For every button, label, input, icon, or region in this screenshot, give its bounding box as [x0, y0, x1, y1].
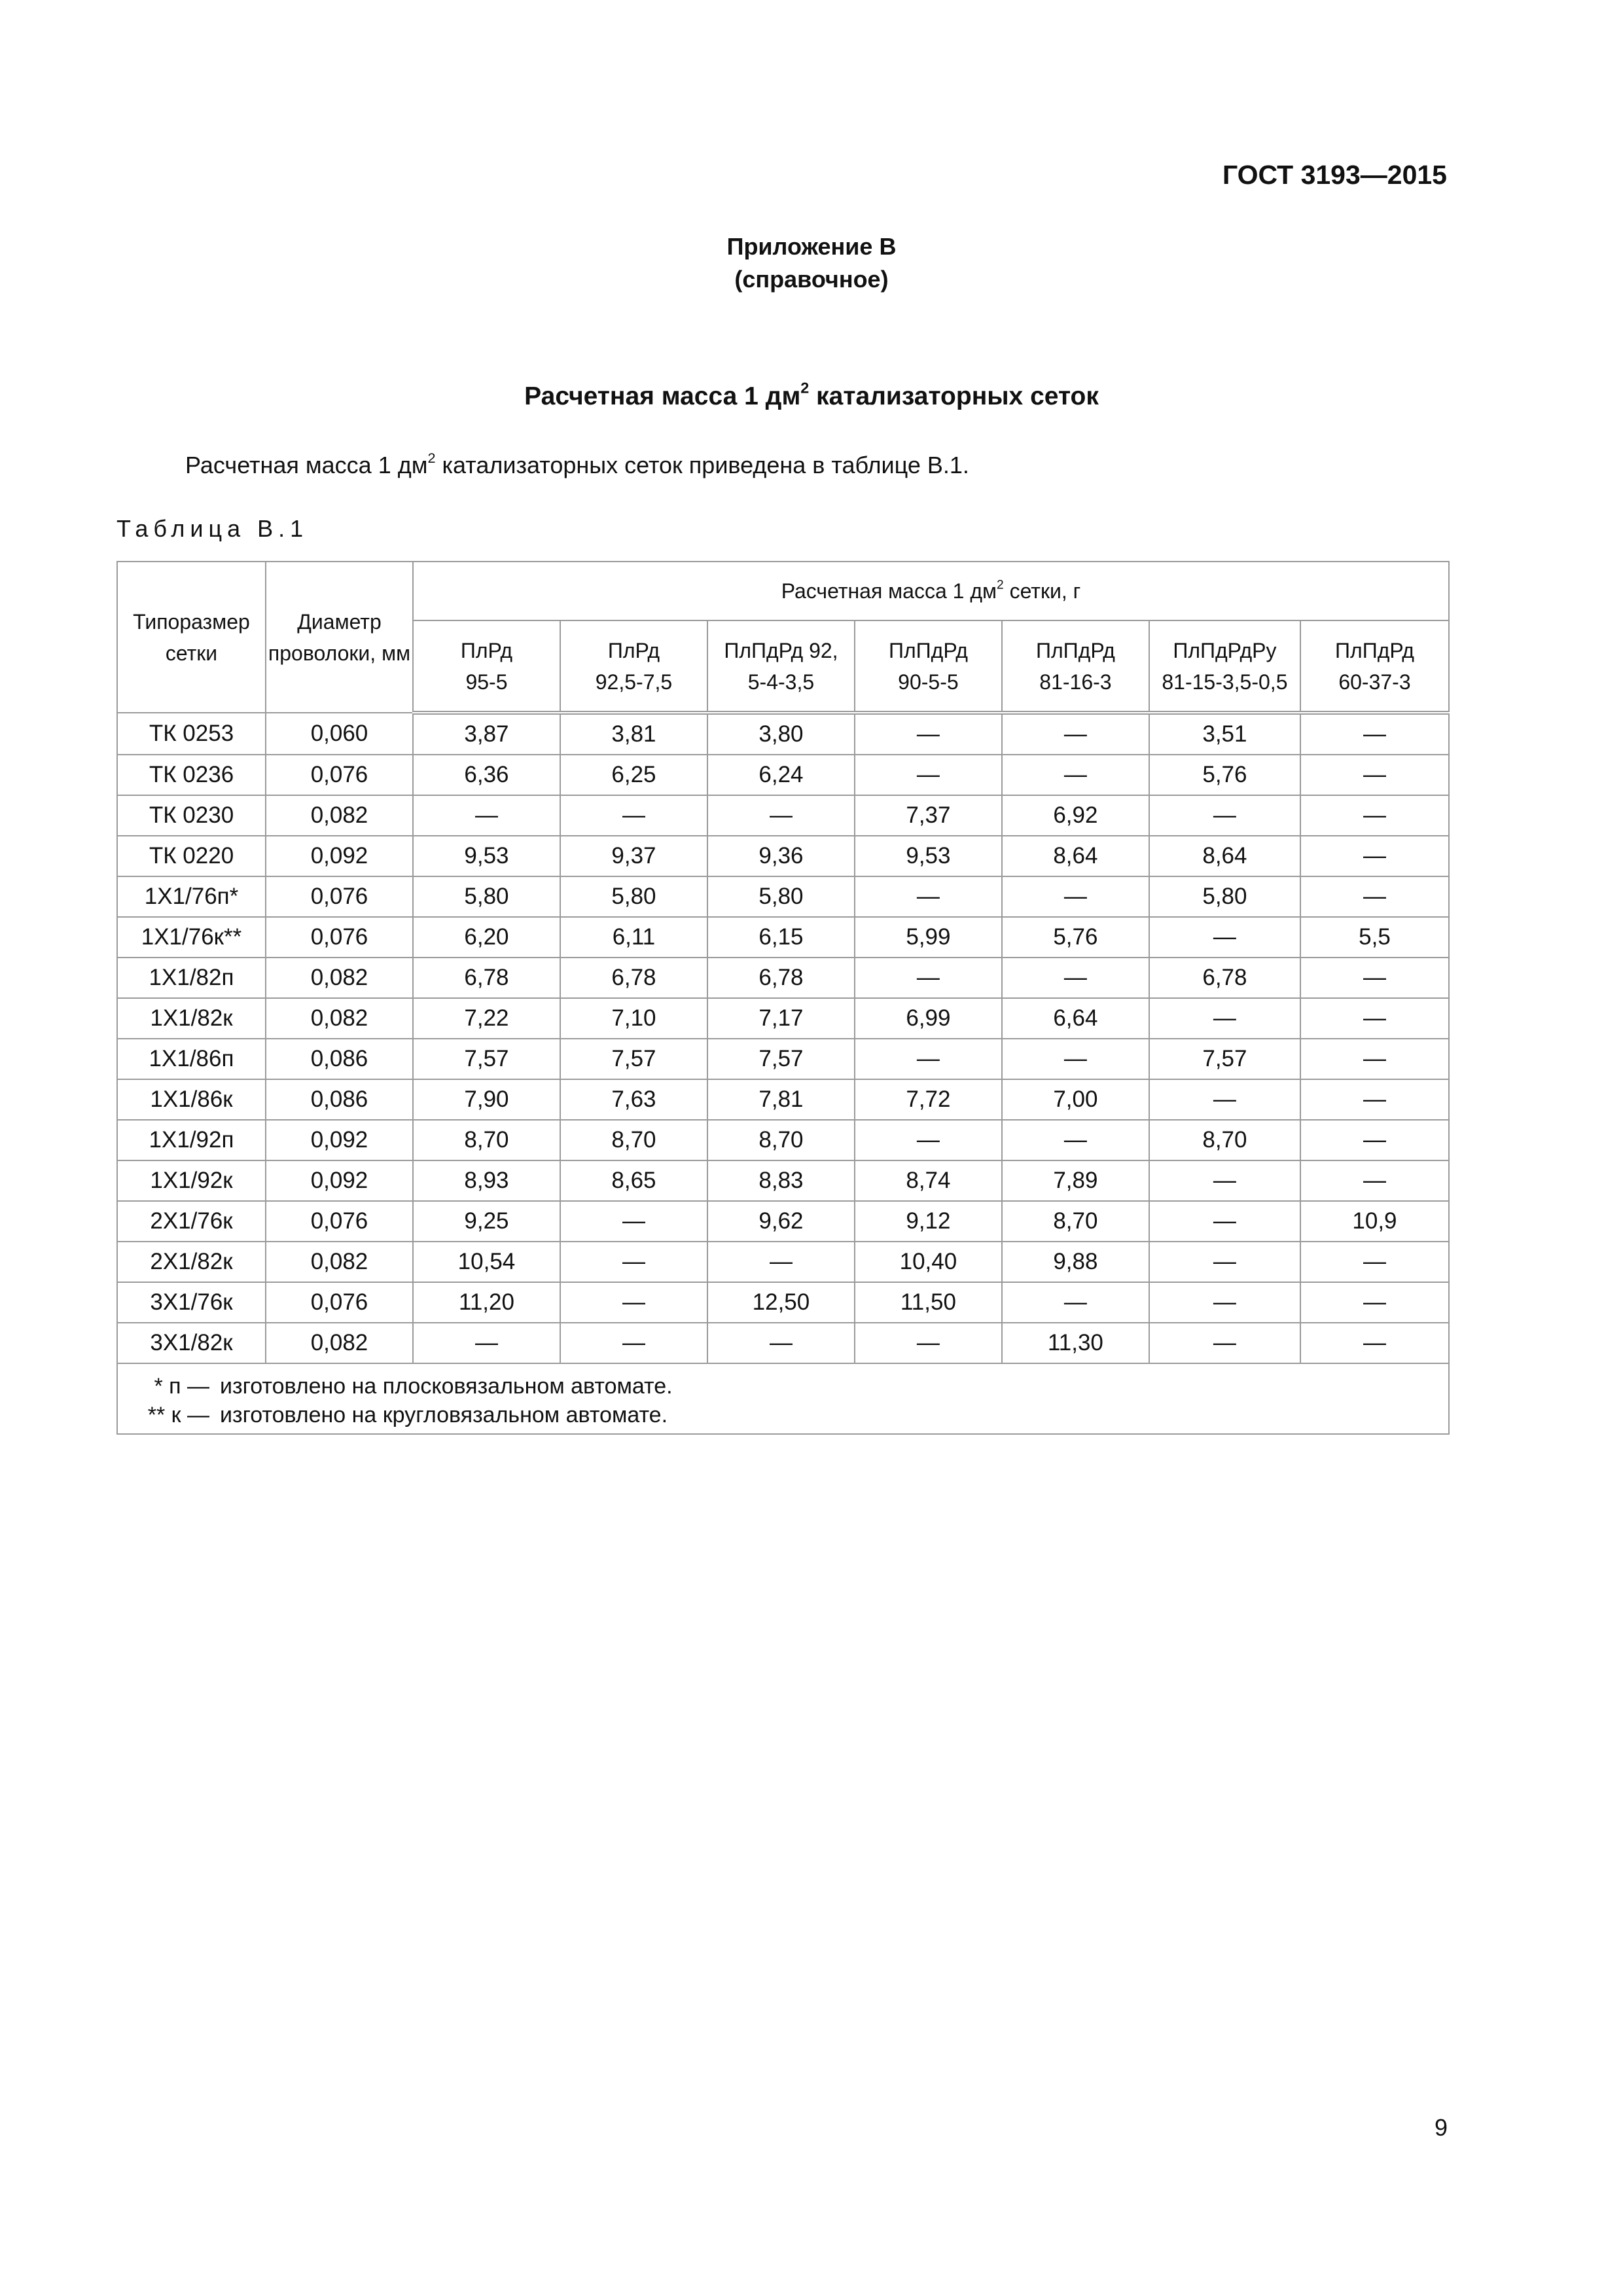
cell-diameter: 0,060: [266, 713, 413, 755]
table-notes: [117, 1363, 1449, 1434]
cell-mass: 5,5: [1300, 917, 1449, 958]
header-alloy: [413, 620, 560, 713]
cell-mass: 9,62: [707, 1201, 855, 1242]
cell-mass: —: [707, 795, 855, 836]
cell-size: 3Х1/82к: [117, 1323, 266, 1363]
cell-mass: —: [1002, 713, 1149, 755]
cell-mass: —: [707, 1323, 855, 1363]
cell-mass: 9,88: [1002, 1242, 1149, 1282]
cell-size: ТК 0253: [117, 713, 266, 755]
cell-mass: —: [1002, 1039, 1149, 1079]
cell-mass: —: [1300, 958, 1449, 998]
cell-mass: 7,72: [855, 1079, 1002, 1120]
cell-diameter: 0,092: [266, 1120, 413, 1160]
cell-mass: —: [855, 713, 1002, 755]
cell-mass: 5,76: [1002, 917, 1149, 958]
cell-size: 1Х1/76к**: [117, 917, 266, 958]
cell-mass: 8,70: [707, 1120, 855, 1160]
cell-mass: 8,64: [1149, 836, 1300, 876]
intro-paragraph: [185, 449, 969, 479]
cell-mass: —: [1300, 998, 1449, 1039]
cell-mass: 6,15: [707, 917, 855, 958]
cell-mass: —: [1149, 917, 1300, 958]
alloy-grade: 5-4-3,5: [747, 670, 815, 694]
cell-mass: —: [1300, 1323, 1449, 1363]
cell-diameter: 0,086: [266, 1039, 413, 1079]
cell-mass: —: [1149, 795, 1300, 836]
cell-mass: 7,37: [855, 795, 1002, 836]
table-row: [117, 1201, 1449, 1242]
intro-text: Расчетная масса 1 дм: [185, 452, 428, 478]
cell-mass: 5,99: [855, 917, 1002, 958]
table-row: [117, 1039, 1449, 1079]
table-label: Таблица В.1: [116, 515, 309, 542]
appendix-title: Приложение В: [726, 233, 897, 260]
cell-mass: —: [1149, 1282, 1300, 1323]
cell-mass: 5,80: [1149, 876, 1300, 917]
cell-mass: 5,80: [707, 876, 855, 917]
alloy-grade: 81-15-3,5-0,5: [1162, 670, 1288, 694]
cell-size: 1Х1/86к: [117, 1079, 266, 1120]
intro-text-end: катализаторных сеток приведена в таблице В.1.: [435, 452, 969, 478]
header-diameter: Диаметр проволоки, мм: [266, 562, 413, 713]
cell-mass: 7,89: [1002, 1160, 1149, 1201]
cell-diameter: 0,076: [266, 1201, 413, 1242]
cell-mass: 7,90: [413, 1079, 560, 1120]
note-line: [118, 1401, 1448, 1429]
cell-mass: 7,22: [413, 998, 560, 1039]
table-row: [117, 795, 1449, 836]
cell-size: ТК 0230: [117, 795, 266, 836]
cell-mass: 3,87: [413, 713, 560, 755]
cell-mass: —: [1300, 1242, 1449, 1282]
cell-size: ТК 0220: [117, 836, 266, 876]
group-header-text-end: сетки, г: [1003, 579, 1081, 603]
cell-mass: 6,25: [560, 755, 707, 795]
table-row: [117, 917, 1449, 958]
table-row: [117, 755, 1449, 795]
cell-mass: 3,81: [560, 713, 707, 755]
table-row: [117, 1282, 1449, 1323]
note-mark: ** к —: [147, 1403, 209, 1427]
cell-diameter: 0,076: [266, 755, 413, 795]
table-row: [117, 876, 1449, 917]
header-alloy: [855, 620, 1002, 713]
cell-diameter: 0,086: [266, 1079, 413, 1120]
table-row: [117, 1120, 1449, 1160]
cell-diameter: 0,082: [266, 1323, 413, 1363]
cell-mass: —: [1300, 755, 1449, 795]
alloy-grade: 95-5: [465, 670, 508, 694]
cell-size: 2Х1/82к: [117, 1242, 266, 1282]
cell-mass: 7,63: [560, 1079, 707, 1120]
cell-mass: 9,53: [855, 836, 1002, 876]
cell-mass: —: [1300, 836, 1449, 876]
title-text-end: катализаторных сеток: [809, 382, 1099, 410]
cell-diameter: 0,082: [266, 998, 413, 1039]
table-row: [117, 836, 1449, 876]
cell-mass: —: [1149, 1323, 1300, 1363]
note-line: [118, 1372, 1448, 1401]
cell-mass: 6,11: [560, 917, 707, 958]
cell-diameter: 0,082: [266, 795, 413, 836]
cell-mass: 9,53: [413, 836, 560, 876]
section-title: [0, 379, 1623, 411]
cell-mass: 12,50: [707, 1282, 855, 1323]
cell-mass: 6,36: [413, 755, 560, 795]
header-size: Типоразмер сетки: [117, 562, 266, 713]
cell-mass: —: [413, 795, 560, 836]
cell-mass: —: [1300, 1282, 1449, 1323]
cell-mass: —: [1002, 958, 1149, 998]
header-alloy: [1002, 620, 1149, 713]
cell-mass: 7,10: [560, 998, 707, 1039]
cell-mass: 8,74: [855, 1160, 1002, 1201]
alloy-grade: 92,5-7,5: [595, 670, 673, 694]
document-code: ГОСТ 3193—2015: [1222, 160, 1447, 190]
cell-size: 1Х1/92п: [117, 1120, 266, 1160]
alloy-name: ПлПдРд: [1335, 638, 1414, 662]
table-row: [117, 958, 1449, 998]
alloy-grade: 90-5-5: [898, 670, 959, 694]
cell-mass: 6,78: [707, 958, 855, 998]
cell-mass: 8,70: [560, 1120, 707, 1160]
cell-mass: —: [855, 1323, 1002, 1363]
cell-mass: 8,65: [560, 1160, 707, 1201]
cell-diameter: 0,082: [266, 1242, 413, 1282]
cell-mass: —: [1002, 876, 1149, 917]
cell-mass: 7,81: [707, 1079, 855, 1120]
appendix-heading: [0, 230, 1623, 296]
cell-diameter: 0,076: [266, 876, 413, 917]
note-text: изготовлено на плосковязальном автомате.: [220, 1374, 673, 1399]
note-text: изготовлено на кругловязальном автомате.: [220, 1403, 668, 1427]
cell-mass: 8,70: [1149, 1120, 1300, 1160]
cell-mass: 9,12: [855, 1201, 1002, 1242]
cell-mass: —: [1300, 1079, 1449, 1120]
cell-mass: 8,70: [413, 1120, 560, 1160]
cell-size: 2Х1/76к: [117, 1201, 266, 1242]
cell-mass: —: [1300, 1120, 1449, 1160]
cell-mass: 6,78: [1149, 958, 1300, 998]
cell-mass: 9,36: [707, 836, 855, 876]
header-alloy: [707, 620, 855, 713]
cell-mass: —: [855, 1039, 1002, 1079]
group-header-text: Расчетная масса 1 дм: [781, 579, 997, 603]
header-alloy: [1300, 620, 1449, 713]
cell-mass: —: [1149, 1242, 1300, 1282]
title-text: Расчетная масса 1 дм: [524, 382, 801, 410]
mass-table: [116, 561, 1450, 1435]
cell-mass: —: [855, 755, 1002, 795]
table-row: [117, 1323, 1449, 1363]
cell-mass: —: [1149, 1201, 1300, 1242]
cell-mass: 5,76: [1149, 755, 1300, 795]
header-alloy: [1149, 620, 1300, 713]
cell-mass: —: [560, 1282, 707, 1323]
cell-mass: —: [1002, 755, 1149, 795]
cell-mass: 8,93: [413, 1160, 560, 1201]
cell-mass: —: [560, 1323, 707, 1363]
cell-diameter: 0,076: [266, 1282, 413, 1323]
header-mass-group: [413, 562, 1449, 620]
cell-mass: 7,57: [707, 1039, 855, 1079]
cell-mass: —: [1300, 713, 1449, 755]
alloy-name: ПлРд: [460, 638, 513, 662]
cell-mass: 10,40: [855, 1242, 1002, 1282]
cell-mass: 6,64: [1002, 998, 1149, 1039]
cell-mass: —: [1002, 1120, 1149, 1160]
page-number: 9: [1434, 2114, 1448, 2141]
alloy-name: ПлПдРд 92,: [724, 638, 838, 662]
table-row: [117, 1160, 1449, 1201]
cell-size: 1Х1/92к: [117, 1160, 266, 1201]
cell-size: 1Х1/86п: [117, 1039, 266, 1079]
cell-mass: 6,78: [413, 958, 560, 998]
cell-mass: —: [1300, 795, 1449, 836]
cell-mass: 10,54: [413, 1242, 560, 1282]
cell-mass: —: [855, 876, 1002, 917]
cell-mass: —: [855, 1120, 1002, 1160]
cell-mass: —: [1300, 1160, 1449, 1201]
cell-mass: —: [1149, 998, 1300, 1039]
cell-mass: 7,57: [1149, 1039, 1300, 1079]
cell-mass: 3,80: [707, 713, 855, 755]
cell-mass: 9,37: [560, 836, 707, 876]
title-superscript: 2: [800, 379, 810, 397]
cell-mass: 6,99: [855, 998, 1002, 1039]
cell-size: 1Х1/76п*: [117, 876, 266, 917]
group-header-superscript: 2: [997, 578, 1004, 592]
table-row: [117, 713, 1449, 755]
cell-mass: 7,57: [413, 1039, 560, 1079]
cell-diameter: 0,082: [266, 958, 413, 998]
cell-mass: —: [560, 1201, 707, 1242]
cell-mass: —: [1002, 1282, 1149, 1323]
table-row: [117, 1079, 1449, 1120]
cell-mass: —: [707, 1242, 855, 1282]
table-row: [117, 998, 1449, 1039]
cell-size: 1Х1/82п: [117, 958, 266, 998]
cell-mass: 6,20: [413, 917, 560, 958]
appendix-subtitle: (справочное): [734, 266, 889, 293]
cell-mass: 6,78: [560, 958, 707, 998]
cell-mass: 7,57: [560, 1039, 707, 1079]
cell-mass: —: [560, 1242, 707, 1282]
cell-diameter: 0,076: [266, 917, 413, 958]
alloy-name: ПлРд: [607, 638, 660, 662]
intro-superscript: 2: [427, 449, 436, 466]
cell-mass: 11,30: [1002, 1323, 1149, 1363]
cell-mass: 11,20: [413, 1282, 560, 1323]
cell-mass: 9,25: [413, 1201, 560, 1242]
note-mark: * п —: [154, 1374, 209, 1399]
cell-size: 3Х1/76к: [117, 1282, 266, 1323]
table-row: [117, 1242, 1449, 1282]
cell-diameter: 0,092: [266, 836, 413, 876]
cell-mass: 11,50: [855, 1282, 1002, 1323]
cell-mass: 3,51: [1149, 713, 1300, 755]
alloy-grade: 81-16-3: [1039, 670, 1112, 694]
cell-mass: 6,92: [1002, 795, 1149, 836]
cell-mass: 5,80: [413, 876, 560, 917]
cell-mass: —: [413, 1323, 560, 1363]
cell-mass: 5,80: [560, 876, 707, 917]
cell-size: 1Х1/82к: [117, 998, 266, 1039]
cell-mass: —: [1300, 1039, 1449, 1079]
cell-mass: 8,64: [1002, 836, 1149, 876]
cell-mass: —: [855, 958, 1002, 998]
cell-size: ТК 0236: [117, 755, 266, 795]
cell-diameter: 0,092: [266, 1160, 413, 1201]
cell-mass: —: [1300, 876, 1449, 917]
cell-mass: —: [1149, 1160, 1300, 1201]
cell-mass: —: [1149, 1079, 1300, 1120]
cell-mass: 10,9: [1300, 1201, 1449, 1242]
alloy-name: ПлПдРд: [889, 638, 968, 662]
alloy-name: ПлПдРдРу: [1173, 638, 1277, 662]
cell-mass: 8,70: [1002, 1201, 1149, 1242]
header-alloy: [560, 620, 707, 713]
cell-mass: 7,00: [1002, 1079, 1149, 1120]
cell-mass: 6,24: [707, 755, 855, 795]
alloy-name: ПлПдРд: [1035, 638, 1115, 662]
cell-mass: 7,17: [707, 998, 855, 1039]
cell-mass: 8,83: [707, 1160, 855, 1201]
alloy-grade: 60-37-3: [1338, 670, 1411, 694]
cell-mass: —: [560, 795, 707, 836]
